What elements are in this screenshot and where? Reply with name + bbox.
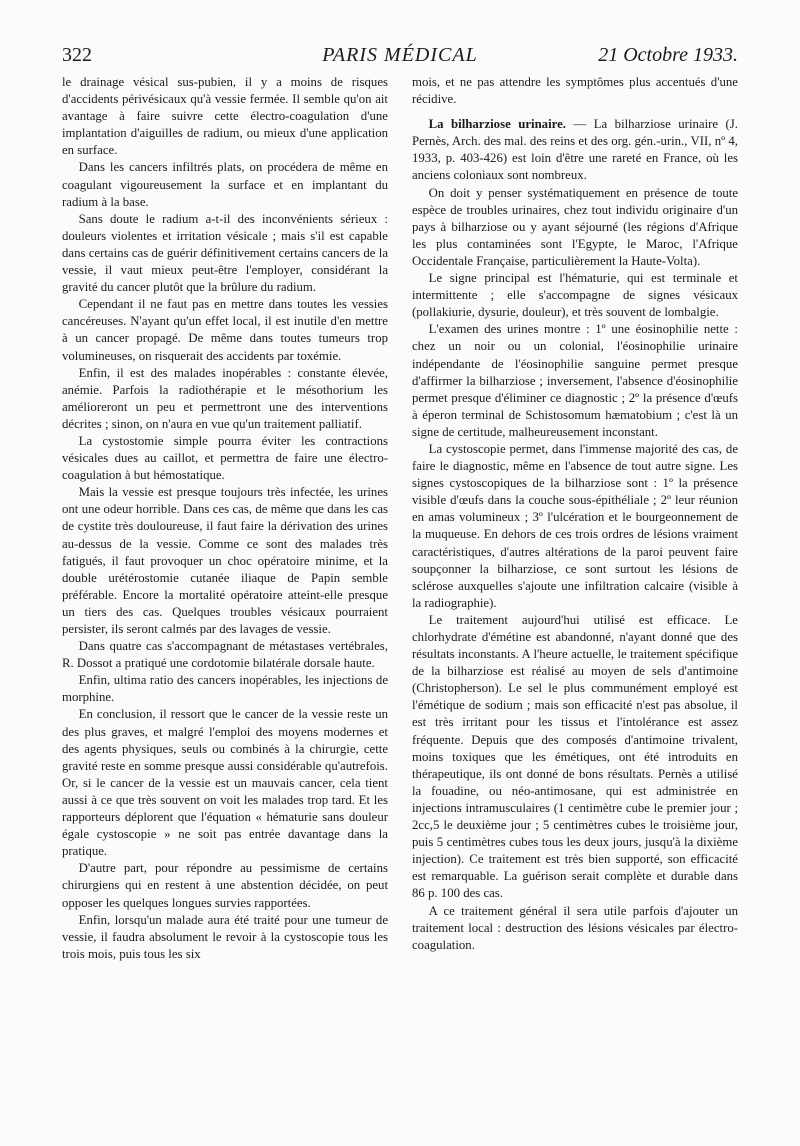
paragraph: Le signe principal est l'hématurie, qui est terminale et intermittente ; elle s'accompagne de signes vésicaux (pollakiurie, dysurie, douleur), et très souvent de lombalgie.: [412, 271, 738, 320]
paragraph: Enfin, ultima ratio des cancers inopérables, les injections de morphine.: [62, 673, 388, 705]
section-intro: [412, 116, 738, 184]
paragraph: On doit y penser systématiquement en présence de toute espèce de troubles urinaires, chez tout individu originaire d'un pays à bilharziose ou y ayant séjourné (les régions d'Afrique les plus contaminées sont l'Egypte, le Maroc, l'Afrique Occidentale Française, particulièrement la Haute-Volta).: [412, 185, 738, 268]
paragraph: Le traitement aujourd'hui utilisé est efficace. Le chlorhydrate d'émétine est abandonné, n'ayant donné que des résultats inconstants. A l'heure actuelle, le traitement spécifique de la bilharziose est réalisé au moyen de sels d'antimoine (Christopherson). Le sel le plus communément employé est l'émétique de sodium ; mais son efficacité n'est pas absolue, il est très irritant pour les tissus et l'intolérance est assez fréquente. Depuis que des composés d'antimoine trivalent, moins toxiques que les émétiques, ont été introduits en thérapeutique, ils ont donné de bons résultats. Pernès a utilisé la fouadine, ou néo-antimosane, qui est administrée en injections intramusculaires (1 centimètre cube le premier jour ; 2cc,5 le deuxième jour ; 5 centimètres cubes le troisième jour, puis 5 centimètres cubes tous les deux jours, jusqu'à la dixième injection). Ce traitement est très bien supporté, son efficacité est remarquable. La guérison serait complète et durable dans 86 p. 100 des cas.: [412, 612, 738, 901]
paragraph: A ce traitement général il sera utile parfois d'ajouter un traitement local : destruction des lésions vésicales par électro-coagulation.: [412, 903, 738, 952]
paragraph: le drainage vésical sus-pubien, il y a moins de risques d'accidents périvésicaux qu'à vessie fermée. Il semble qu'on ait avantage à faire suivre cette électro-coagulation d'une implantation d'aiguilles de radium, ou mieux d'une application en surface.: [62, 75, 388, 158]
section-spacer: [412, 108, 738, 116]
page-number: 322: [62, 44, 92, 66]
paragraph: Sans doute le radium a-t-il des inconvénients sérieux : douleurs violentes et irritation vésicale ; mais s'il est capable dans certains cas de guérir définitivement certains cancers de la vessie, il vaut mieux peut-être l'employer, considérant la gravité du cancer plutôt que la brûlure du radium.: [62, 211, 388, 295]
paragraph: La cystostomie simple pourra éviter les contractions vésicales dues au caillot, et permettra de faire une électro-coagulation à but hémostatique.: [62, 433, 388, 483]
paragraph: Cependant il ne faut pas en mettre dans toutes les vessies cancéreuses. N'ayant qu'un effet local, il est inutile d'en mettre à un cancer propagé. De même dans toutes tumeurs trop volumineuses, on risquerait des accidents par toxémie.: [62, 297, 388, 363]
paragraph: L'examen des urines montre : 1º une éosinophilie nette : chez un noir ou un colonial, l'éosinophilie urinaire indépendante de l'éosinophilie sanguine permet presque d'affirmer la bilharziose ; inversement, l'absence d'éosinophilie permet presque d'éliminer ce diagnostic ; 2º la présence d'œufs à éperon terminal de Schistosomum hæmatobium ; c'est là un signe de certitude, malheureusement inconstant.: [412, 322, 738, 439]
paragraph: Dans quatre cas s'accompagnant de métastases vertébrales, R. Dossot a pratiqué une cordotomie bilatérale dorsale haute.: [62, 639, 388, 671]
article-columns: [62, 74, 738, 963]
section-intro-text: — La bilharziose urinaire (J. Pernès, Arch. des mal. des reins et des org. gén.-urin., VII, nº 4, 1933, p. 403-426) est loin d'être une rareté en France, où les anciens coloniaux sont nombreux.: [412, 117, 738, 183]
paragraph: mois, et ne pas attendre les symptômes plus accentués d'une récidive.: [412, 75, 738, 107]
paragraph: En conclusion, il ressort que le cancer de la vessie reste un des plus graves, et malgré l'emploi des moyens modernes et des agents physiques, seuls ou combinés à la chirurgie, cette gravité reste en somme presque aussi considérable qu'autrefois. Or, si le cancer de la vessie est un mauvais cancer, cela tient aussi à ce que très souvent on voit les malades trop tard. Et les rapporteurs déplorent que l'équation « hématurie sans douleur égale cystoscopie » ne soit pas entrée davantage dans la pratique.: [62, 707, 388, 859]
paragraph: Enfin, il est des malades inopérables : constante élevée, anémie. Parfois la radiothérapie et le mésothorium les amélioreront un peu et permettront une des interventions décrites ; sinon, on n'aura en vue qu'un traitement palliatif.: [62, 365, 388, 431]
issue-date: 21 Octobre 1933.: [598, 44, 738, 66]
journal-title: PARIS MÉDICAL: [322, 44, 478, 66]
left-column: [62, 74, 388, 963]
paragraph: D'autre part, pour répondre au pessimisme de certains chirurgiens qui en restent à une abstention décidée, on peut opposer les quelques longues survies rapportées.: [62, 861, 388, 910]
running-header: [62, 44, 738, 74]
paragraph: Enfin, lorsqu'un malade aura été traité pour une tumeur de vessie, il faudra absolument le revoir à la cystoscopie tous les trois mois, puis tous les six: [62, 912, 388, 961]
paragraph: Dans les cancers infiltrés plats, on procédera de même en coagulant vigoureusement la surface et en implantant du radium à la base.: [62, 160, 388, 209]
paragraph: La cystoscopie permet, dans l'immense majorité des cas, de faire le diagnostic, même en l'absence de tout autre signe. Les signes cystoscopiques de la bilharziose sont : 1º la présence visible d'œufs dans la couche sous-épithéliale ; 2º leur réunion en amas volumineux ; 3º l'ulcération et le bourgeonnement de la muqueuse. En dehors de ces trois ordres de lésions vraiment caractéristiques, d'autres altérations de la paroi peuvent faire soupçonner la bilharziose, ce sont surtout les lésions de sclérose auxquelles s'ajoute une infiltration calcaire (visible à la radiographie).: [412, 441, 738, 610]
paragraph: Mais la vessie est presque toujours très infectée, les urines ont une odeur horrible. Dans ces cas, de même que dans les cas de cystite très douloureuse, il faut faire la dérivation des urines au-dessus de la vessie. Comme ce sont des malades très fatigués, il faut provoquer un choc opératoire minime, et la double urétérostomie cutanée iliaque de Papin semble préférable. Encore la mortalité opératoire atteint-elle presque un tiers des cas. Quelques troubles vésicaux pourraient persister, ils seront calmés par des lavages de vessie.: [62, 485, 388, 636]
section-heading: La bilharziose urinaire.: [428, 117, 566, 132]
right-column: [412, 74, 738, 963]
